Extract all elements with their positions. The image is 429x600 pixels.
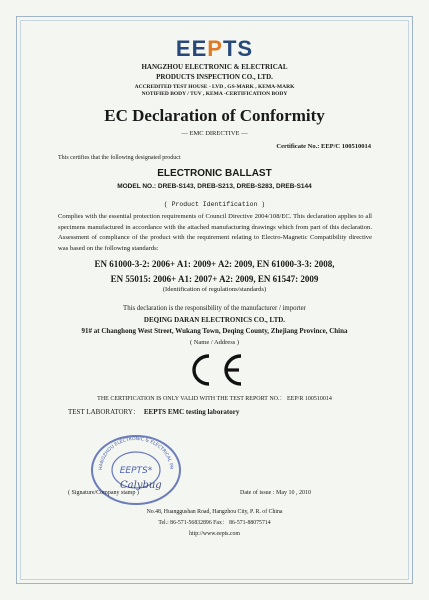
logo-text-accent: P (207, 36, 223, 61)
ce-mark-icon (179, 350, 251, 390)
model-numbers: MODEL NO.: DREB-S143, DREB-S213, DREB-S283, DREB-S144 (117, 183, 312, 190)
footer-address: No.48, Huanggushan Road, Hangzhou City, P. R. of China (146, 509, 283, 515)
accreditation-line: ACCREDITED TEST HOUSE - LVD , GS-MARK , KEMA-MARK (134, 84, 295, 90)
certifies-text: This certifies that the following designated product (58, 155, 181, 161)
org-name-line1: HANGZHOU ELECTRONIC & ELECTRICAL (141, 63, 288, 71)
lab-label: TEST LABORATORY： (68, 408, 140, 416)
directive-label: — EMC DIRECTIVE — (181, 130, 248, 137)
responsibility-text: This declaration is the responsibility of the manufacturer / importer (123, 305, 306, 312)
compliance-paragraph: Complies with the essential protection requirements of Council Directive 2004/108/EC. This declaration applies to all specimens manufactured in accordance with the attached manufacturing drawings which from part of this declaration. Assessment of compliance of the product with the requirement relating to Electro-Magnetic Compatibility directive was based on the following standards: (58, 213, 372, 252)
org-name-line2: PRODUCTS INSPECTION CO., LTD. (156, 73, 273, 81)
logo-text-prefix: EE (175, 36, 208, 61)
signature-label: ( Signature/Company stamp ) (68, 490, 139, 496)
document-title: EC Declaration of Conformity (104, 106, 325, 125)
product-identification-caption: ( Product Identification ) (163, 201, 266, 208)
stamp-ring-text: HANGZHOU ELECTRONIC & ELECTRICAL PR (98, 436, 174, 471)
signature: Calybug (120, 480, 162, 491)
certificate-number: Certificate No.: EEP/C 100510014 (276, 143, 371, 150)
footer-phone-fax: Tel.: 86-571-56832896 Fax： 86-571-88075714 (158, 520, 271, 526)
lab-name: EEPTS EMC testing laboratory (143, 408, 240, 416)
notified-body-line: NOTIFIED BODY / TUV , KEMA -CERTIFICATION BODY (141, 91, 288, 97)
test-laboratory (68, 407, 239, 417)
manufacturer-address: 91# at Changhong West Street, Wukang Town, Deqing County, Zhejiang Province, China (81, 327, 348, 335)
logo-text-suffix: TS (222, 36, 254, 61)
name-address-caption: ( Name / Address ) (189, 339, 240, 346)
manufacturer-name: DEQING DARAN ELECTRONICS CO., LTD. (143, 316, 286, 324)
validity-statement: THE CERTIFICATION IS ONLY VALID WITH THE TEST REPORT NO.： EEP/R 100510014 (97, 396, 332, 402)
standards-caption: (Identification of regulations/standards) (162, 286, 267, 293)
standards-line-2: EN 55015: 2006+ A1: 2007+ A2: 2009, EN 61547: 2009 (110, 274, 319, 284)
product-name: ELECTRONIC BALLAST (157, 168, 272, 179)
stamp-center-text: EEPTS* (119, 466, 153, 476)
inner-border (20, 20, 409, 580)
footer-website: http://www.eepts.com (189, 531, 240, 537)
org-name (0, 62, 429, 82)
eepts-logo (0, 36, 429, 62)
standards-line-1: EN 61000-3-2: 2006+ A1: 2009+ A2: 2009, EN 61000-3-3: 2008, (94, 259, 335, 269)
issue-date: Date of issue : May 10 , 2010 (240, 490, 311, 496)
